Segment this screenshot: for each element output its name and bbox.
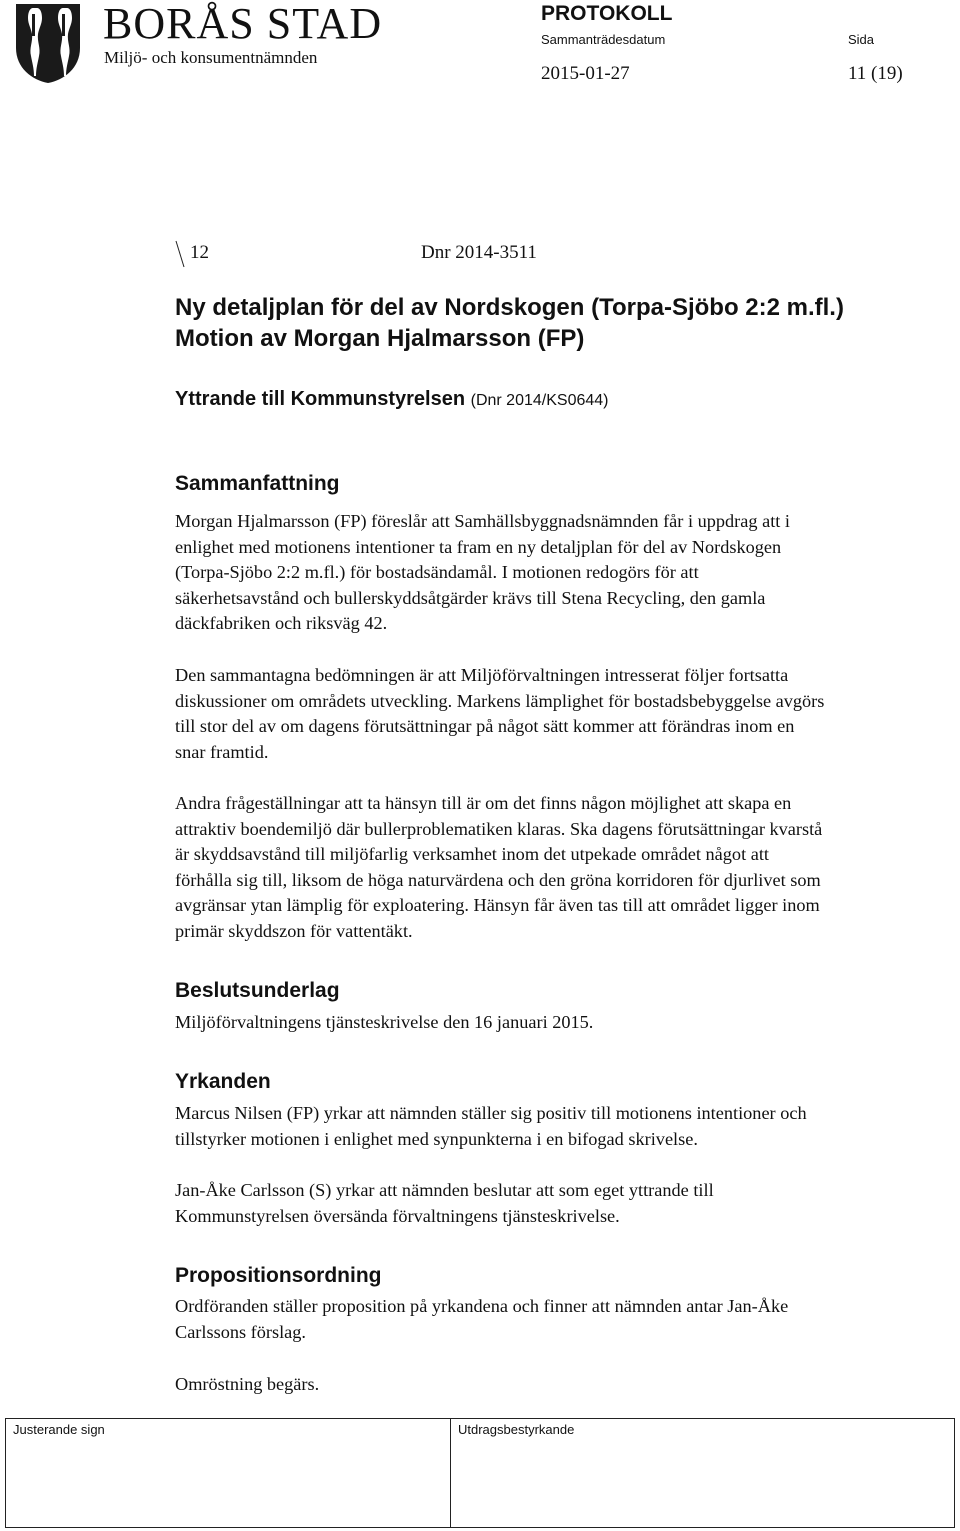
text-line: attraktiv boendemiljö där bullerproblematiken klaras. Ska dagens förutsättningar kvarstå (175, 818, 823, 839)
yrkanden-paragraph-1 (175, 1101, 955, 1152)
text-line: däckfabriken och riksväg 42. (175, 613, 388, 634)
utdragsbestyrkande-label: Utdragsbestyrkande (458, 1422, 575, 1437)
text-line: (Torpa-Sjöbo 2:2 m.fl.) för bostadsändamål. I motionen redogörs för att (175, 562, 699, 583)
item-dnr: Dnr 2014-3511 (421, 242, 537, 263)
item-title: Ny detaljplan för del av Nordskogen (Torpa-Sjöbo 2:2 m.fl.) (175, 294, 844, 321)
yrkanden-paragraph-2 (175, 1178, 955, 1229)
text-line: tillstyrker motionen i enlighet med synpunkterna i en bifogad skrivelse. (175, 1128, 698, 1149)
text-line: förhålla sig till, liksom de höga naturvärdena och den gröna korridoren för djurlivet som (175, 869, 821, 890)
text-line: Omröstning begärs. (175, 1374, 320, 1394)
summary-paragraph-2 (175, 663, 955, 765)
summary-paragraph-1 (175, 509, 955, 637)
subtitle-text: Yttrande till Kommunstyrelsen (175, 388, 466, 410)
text-line: diskussioner om områdets utveckling. Markens lämplighet för bostadsbebyggelse avgörs (175, 690, 825, 711)
organization-name: BORÅS STAD (103, 0, 383, 48)
organization-subtitle: Miljö- och konsumentnämnden (104, 48, 318, 67)
document-type: PROTOKOLL (541, 2, 673, 25)
paragraph-marker-icon (175, 240, 185, 268)
page-label: Sida (848, 32, 875, 47)
section-heading-yrkanden: Yrkanden (175, 1070, 271, 1093)
text-line: Den sammantagna bedömningen är att Miljöförvaltningen intresserat följer fortsatta (175, 665, 789, 685)
text-line: Jan-Åke Carlsson (S) yrkar att nämnden beslutar att som eget yttrande till (175, 1180, 714, 1200)
text-line: snar framtid. (175, 741, 269, 762)
omrostning-paragraph (175, 1372, 955, 1398)
text-line: är skyddsavstånd till miljöfarlig verksamhet inom det utpekade området något att (175, 844, 769, 865)
text-line: Morgan Hjalmarsson (FP) föreslår att Samhällsbyggnadsnämnden får i uppdrag att i (175, 511, 791, 531)
beslutsunderlag-paragraph (175, 1010, 955, 1036)
text-line: säkerhetsavstånd och bullerskyddsåtgärder krävs till Stena Recycling, den gamla (175, 587, 766, 608)
text-line: Andra frågeställningar att ta hänsyn till är om det finns någon möjlighet att skapa en (175, 793, 792, 813)
text-line: Miljöförvaltningens tjänsteskrivelse den 16 januari 2015. (175, 1012, 594, 1032)
meeting-date: 2015-01-27 (541, 63, 630, 84)
item-number: 12 (190, 242, 209, 263)
text-line: Ordföranden ställer proposition på yrkandena och finner att nämnden antar Jan-Åke (175, 1296, 789, 1316)
utdragsbestyrkande-cell (451, 1419, 955, 1528)
signature-table (5, 1418, 955, 1528)
meeting-date-label: Sammanträdesdatum (541, 32, 666, 47)
text-line: enlighet med motionens intentioner ta fram en ny detaljplan för del av Nordskogen (175, 536, 782, 557)
section-heading-propositionsordning: Propositionsordning (175, 1264, 382, 1287)
page-number: 11 (19) (848, 63, 903, 84)
text-line: Carlssons förslag. (175, 1321, 307, 1342)
summary-paragraph-3 (175, 791, 955, 945)
text-line: Kommunstyrelsen översända förvaltningens tjänsteskrivelse. (175, 1205, 620, 1226)
justerande-sign-cell (6, 1419, 451, 1528)
item-title-line2: Motion av Morgan Hjalmarsson (FP) (175, 325, 585, 352)
propositionsordning-paragraph (175, 1294, 955, 1345)
borås-coat-of-arms-icon (14, 2, 82, 84)
text-line: primär skyddszon för vattentäkt. (175, 920, 413, 941)
text-line: till stor del av om dagens förutsättningar på något sätt kommer att förändras inom en (175, 716, 795, 737)
text-line: Marcus Nilsen (FP) yrkar att nämnden ställer sig positiv till motionens intentioner och (175, 1103, 807, 1123)
section-heading-sammanfattning: Sammanfattning (175, 472, 340, 495)
item-subtitle (175, 388, 608, 411)
justerande-sign-label: Justerande sign (13, 1422, 105, 1437)
text-line: avgränsar ytan lämplig för exploatering. Hänsyn får även tas till att området ligger inom (175, 895, 820, 916)
section-heading-beslutsunderlag: Beslutsunderlag (175, 979, 340, 1002)
subtitle-reference: (Dnr 2014/KS0644) (470, 392, 609, 409)
